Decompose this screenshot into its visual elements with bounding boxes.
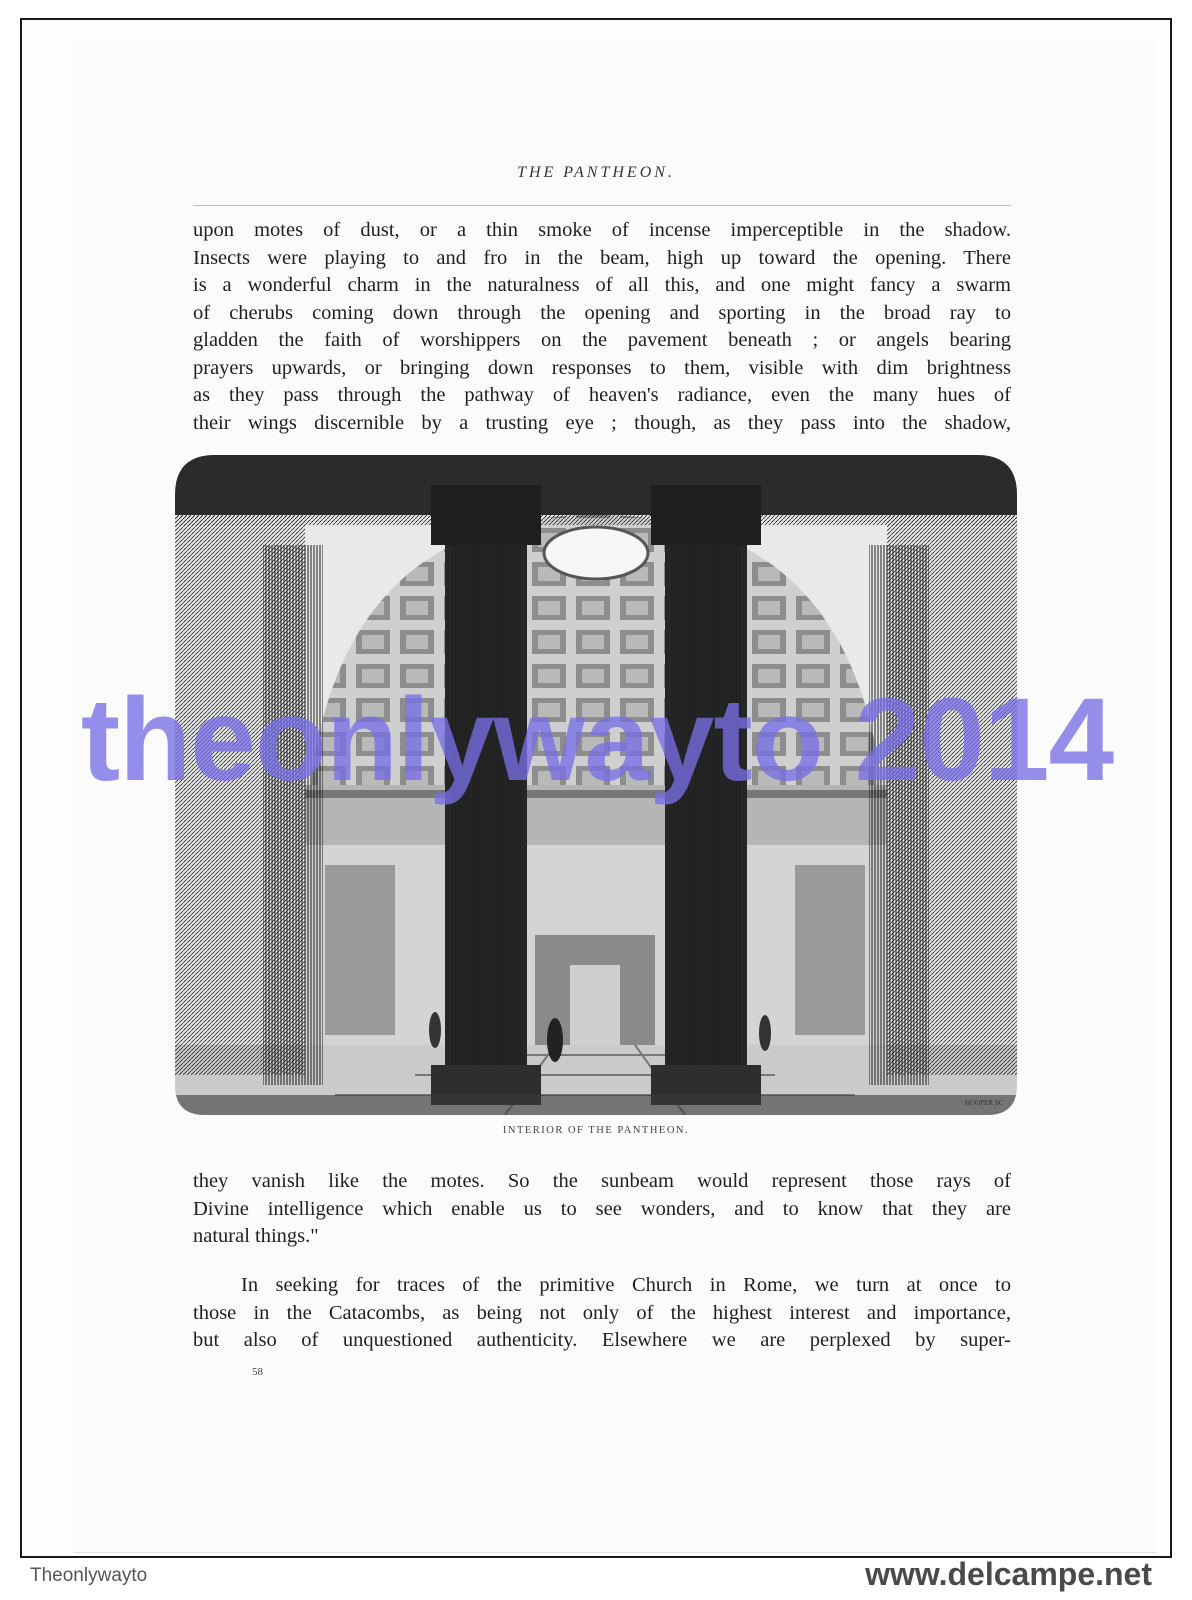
site-watermark: www.delcampe.net <box>865 1556 1152 1592</box>
text-line: their wings discernible by a trusting eye ; though, as they pass into the shadow, <box>193 411 1011 434</box>
text-line: they vanish like the motes. So the sunbeam would represent those rays of <box>193 1170 1011 1192</box>
text-line: those in the Catacombs, as being not only of the highest interest and importance, <box>193 1301 1011 1324</box>
page-number: 58 <box>252 1366 263 1378</box>
watermark: theonlywayto 2014 <box>80 674 1114 806</box>
text-line: as they pass through the pathway of heaven's radiance, even the many hues of <box>193 384 1011 406</box>
text-line: but also of unquestioned authenticity. Elsewhere we are perplexed by super- <box>193 1329 1011 1351</box>
figure-caption: INTERIOR OF THE PANTHEON. <box>502 1125 690 1136</box>
text-line: prayers upwards, or bringing down responses to them, visible with dim brightness <box>193 356 1011 379</box>
text-line: Divine intelligence which enable us to see wonders, and to know that they are <box>193 1197 1011 1220</box>
running-head: THE PANTHEON. <box>517 164 675 181</box>
header-rule <box>193 205 1011 206</box>
text-line: upon motes of dust, or a thin smoke of incense imperceptible in the shadow. <box>193 219 1011 241</box>
text-line: gladden the faith of worshippers on the pavement beneath ; or angels bearing <box>193 329 1011 351</box>
engraver-signature: HOOPER SC <box>965 1099 1004 1107</box>
seller-name: Theonlywayto <box>30 1565 148 1586</box>
paragraph-top <box>193 217 1011 437</box>
paragraph-bottom <box>193 1272 1011 1355</box>
text-line: In seeking for traces of the primitive Church in Rome, we turn at once to <box>241 1274 1011 1296</box>
pantheon-engraving <box>175 455 1017 1115</box>
text-line: Insects were playing to and fro in the beam, high up toward the opening. There <box>193 246 1011 269</box>
text-line: of cherubs coming down through the opening and sporting in the broad ray to <box>193 301 1011 324</box>
text-line: natural things." <box>193 1225 319 1247</box>
text-line: is a wonderful charm in the naturalness of all this, and one might fancy a swarm <box>193 274 1011 296</box>
paragraph-mid <box>193 1168 1011 1251</box>
